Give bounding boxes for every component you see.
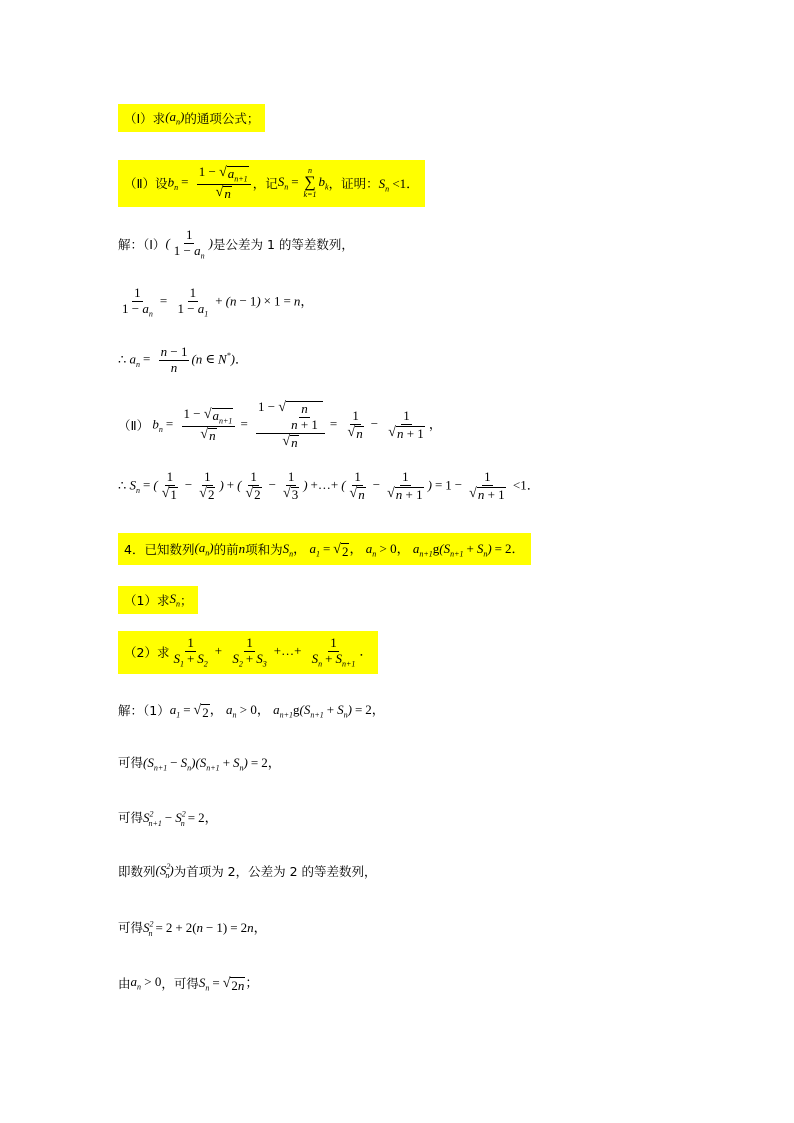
- formula-an-seq: $(a_n)$: [165, 109, 185, 127]
- formula-bn-simplify: $b_n$ = 1 − √ $a_{n+1}$ √ n = 1 − √ $\frac{n}{n + 1}$ √ n = 1 √ n − 1 √ n + 1 ，: [149, 399, 442, 450]
- formula-sn-sum: $S_n$ = n ∑ k=1 $b_k$: [277, 166, 329, 200]
- solution1-line3: [118, 345, 248, 376]
- part1-question: [118, 104, 265, 132]
- part2-prove: ，证明：: [328, 176, 379, 192]
- solution-4-line6: [118, 972, 258, 994]
- problem4-statement: [118, 533, 531, 565]
- solution-label: 解：（Ⅰ）: [118, 237, 166, 253]
- formula-recip-general: $\frac{1}{1 - a_n}$ = $\frac{1}{1 - a_1}$ + (n − 1) × 1 = n，: [122, 285, 314, 319]
- part2-label: （Ⅱ）设: [124, 176, 168, 192]
- formula-bn-def: $b_n$ = 1 − √ $a_{n+1}$ √ n: [168, 165, 253, 202]
- question1: [118, 586, 198, 614]
- ji-shulie: 即数列: [118, 864, 156, 879]
- part2-question: [118, 160, 425, 207]
- therefore-symbol: ∴: [118, 352, 127, 368]
- question1-label: （1）求: [124, 593, 170, 608]
- solution1-line2: [118, 286, 313, 319]
- formula-an-seq-2: $(a_n)$: [194, 540, 214, 558]
- kede-2: 可得: [118, 810, 144, 826]
- therefore-symbol-2: ∴: [118, 478, 127, 494]
- solution4-label: 解：（1）: [118, 703, 170, 718]
- formula-square-diff: $S^2_{n+1} - S^2_n = 2$，: [143, 809, 218, 828]
- problem4-mid2: 项和为: [245, 542, 283, 557]
- you: 由: [118, 976, 131, 991]
- solution-4-line5: [118, 917, 267, 938]
- solution-4-line4: [118, 862, 377, 880]
- solution-4-line3: [118, 807, 218, 828]
- formula-an-result: $a_n$ = $\frac{n - 1}{n}$ (n ∈ N*)．: [126, 344, 248, 375]
- ji-tail: 为首项为 2，公差为 2 的等差数列，: [173, 864, 377, 879]
- var-n: n: [238, 541, 246, 556]
- formula-sum-recip: $\frac{1}{S_1 + S_2}$ + $\frac{1}{S_2 + S_3}$ +…+ $\frac{1}{S_n + S_{n+1}}$ ．: [173, 635, 373, 669]
- solution-4-line1: [118, 699, 385, 721]
- problem4-mid: 的前: [213, 542, 239, 557]
- formula-diff-product: $(S_{n+1} - S_n)(S_{n+1} + S_n) = 2$，: [143, 755, 281, 773]
- formula-recip-seq: ( $\frac{1}{1 - a_n}$ ): [165, 227, 213, 261]
- solution2-line1: [118, 400, 442, 451]
- problem4-label: 4．已知数列: [124, 542, 195, 557]
- solution1-tail: 是公差为 1 的等差数列，: [212, 237, 354, 253]
- var-sn: $S_n$: [169, 591, 180, 609]
- formula-sn-result: $S_n$ = √ 2n ；: [198, 975, 259, 993]
- part1-tail: 的通项公式；: [184, 111, 260, 126]
- part2-solution-label: （Ⅱ）: [118, 418, 150, 434]
- solution2-line2: [118, 470, 540, 503]
- formula-sn-lt-1: $S_n <1$．: [378, 176, 420, 194]
- solution-4-line2: [118, 752, 281, 773]
- formula-sn2-result: $S^2_n = 2 + 2(n - 1) = 2n$，: [143, 919, 267, 938]
- formula-sn2-seq: $(S^2_n)$: [155, 862, 174, 880]
- solution1-line1: [118, 228, 354, 261]
- formula-conditions: $S_n$， $a_1$ = √ 2 ， $a_n > 0$， $a_{n+1}g(S_{n+1} + S_n) = 2$．: [282, 541, 525, 559]
- part1-label: （Ⅰ）求: [124, 111, 166, 126]
- formula-an-pos: $a_n > 0$: [130, 974, 162, 992]
- kede-3: 可得: [118, 920, 144, 936]
- part2-mid: ，记: [252, 176, 278, 192]
- formula-given: $a_1$ = √ 2 ， $a_n > 0$， $a_{n+1}g(S_{n+1} + S_n) = 2$，: [169, 702, 385, 720]
- question1-tail: ；: [179, 593, 193, 608]
- kede-1: 可得: [118, 755, 144, 771]
- you-mid: ，可得: [161, 976, 199, 991]
- formula-sn-telescoping: $S_n$ = ( 1 √ 1 − 1 √ 2 ) + ( 1 √ 2 − 1 √ 3 ) +…+ ( 1 √ n − 1 √ n + 1 ) = 1 − 1 √ n + 1 <1．: [126, 469, 540, 502]
- question2: [118, 631, 378, 674]
- question2-label: （2）求: [124, 645, 170, 661]
